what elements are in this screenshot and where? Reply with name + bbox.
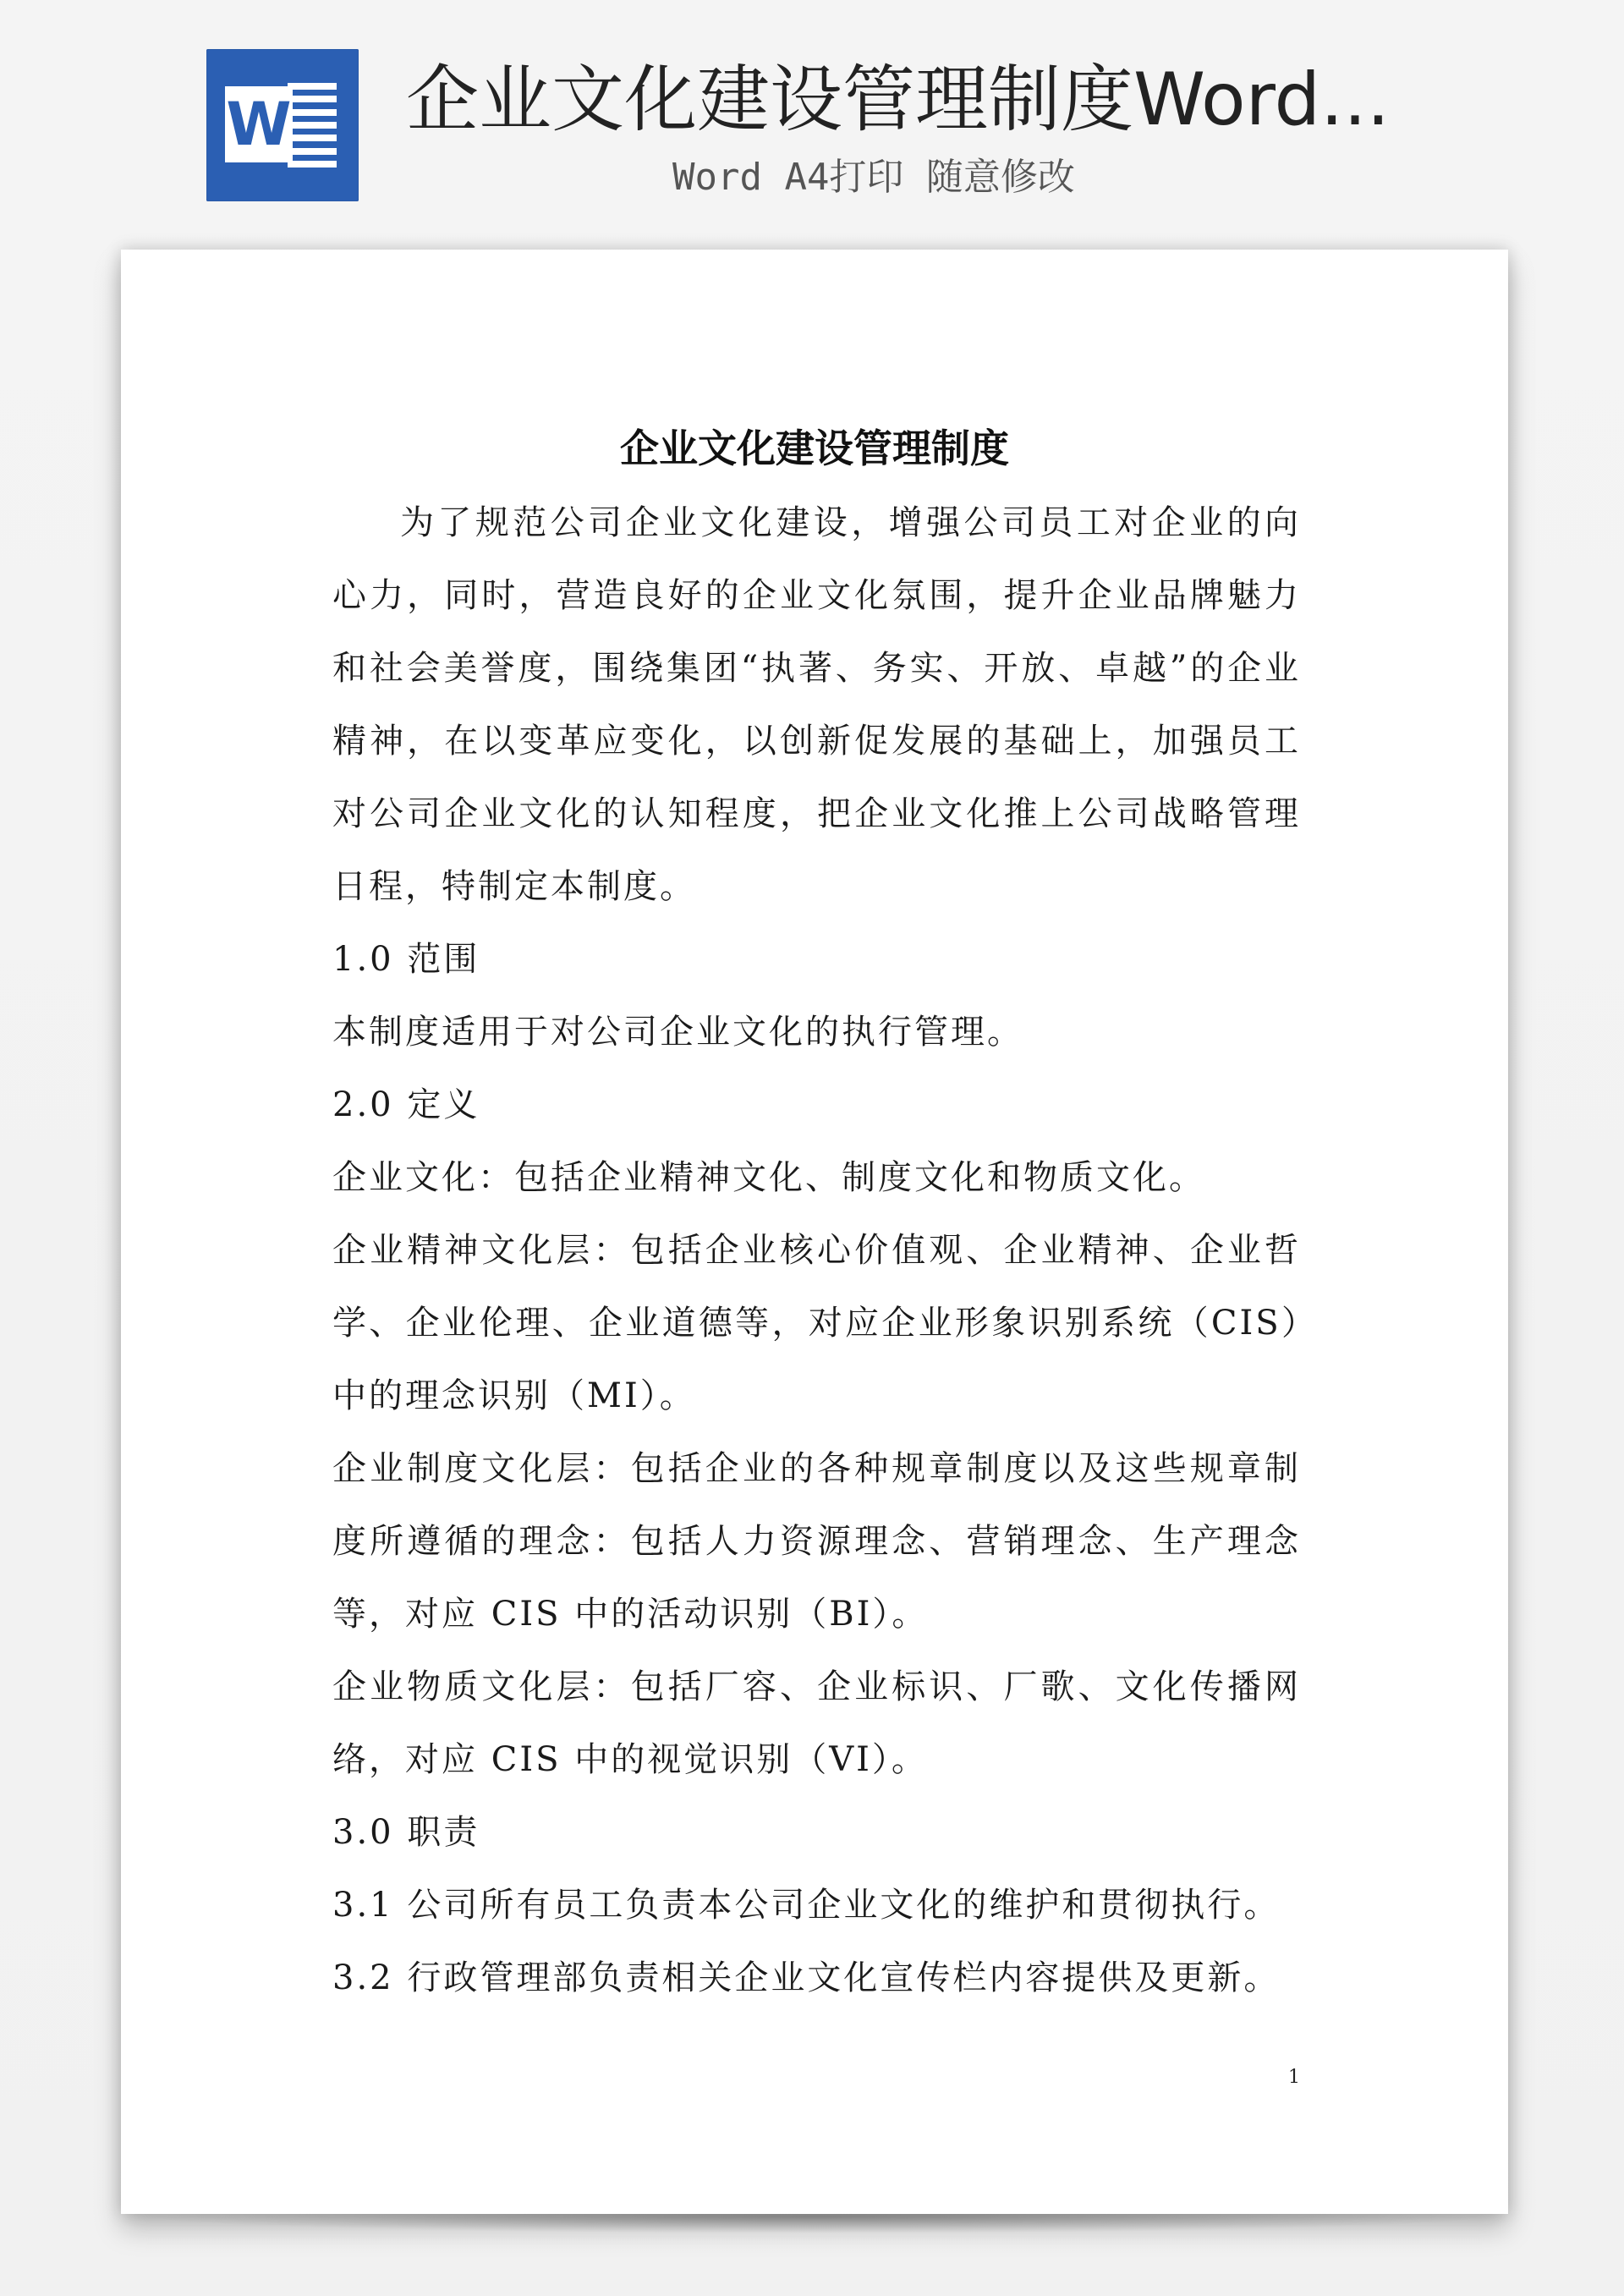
- section-heading-responsibilities: 3.0 职责: [332, 1813, 480, 1852]
- page-number: 1: [1288, 2067, 1300, 2088]
- file-subtitle: Word A4打印 随意修改: [672, 156, 1075, 199]
- intro-paragraph: 为了规范公司企业文化建设，增强公司员工对企业的向心力，同时，营造良好的企业文化氛围，提升企业品牌魅力和社会美誉度，围绕集团“执著、务实、开放、卓越”的企业精神，在以变革应变化，以创新促发展的基础上，加强员工对公司企业文化的认知程度，把企业文化推上公司战略管理日程，特制定本制度。: [332, 503, 1301, 906]
- document-body: [332, 486, 1301, 2014]
- scope-paragraph: 本制度适用于对公司企业文化的执行管理。: [332, 1013, 1023, 1052]
- section-heading-scope: 1.0 范围: [332, 940, 480, 979]
- definition-spiritual-culture: 企业精神文化层：包括企业核心价值观、企业精神、企业哲学、企业伦理、企业道德等，对应企业形象识别系统（CIS）中的理念识别（MI）。: [332, 1231, 1301, 1415]
- word-letter-icon: W: [225, 86, 293, 162]
- file-title: 企业文化建设管理制度Word...: [406, 58, 1391, 142]
- document-preview-header: [0, 0, 1624, 245]
- responsibility-item: 3.2 行政管理部负责相关企业文化宣传栏内容提供及更新。: [332, 1958, 1281, 1997]
- document-page: [121, 250, 1508, 2214]
- definition-material-culture: 企业物质文化层：包括厂容、企业标识、厂歌、文化传播网络，对应 CIS 中的视觉识别（VI）。: [332, 1667, 1301, 1779]
- document-title: 企业文化建设管理制度: [620, 426, 1009, 471]
- definition-institutional-culture: 企业制度文化层：包括企业的各种规章制度以及这些规章制度所遵循的理念：包括人力资源理念、营销理念、生产理念等，对应 CIS 中的活动识别（BI）。: [332, 1449, 1301, 1634]
- word-document-icon: [206, 49, 359, 201]
- definition-corporate-culture: 企业文化：包括企业精神文化、制度文化和物质文化。: [332, 1158, 1205, 1197]
- section-heading-definitions: 2.0 定义: [332, 1085, 480, 1124]
- responsibility-item: 3.1 公司所有员工负责本公司企业文化的维护和贯彻执行。: [332, 1886, 1281, 1925]
- document-lines-icon: [288, 83, 337, 168]
